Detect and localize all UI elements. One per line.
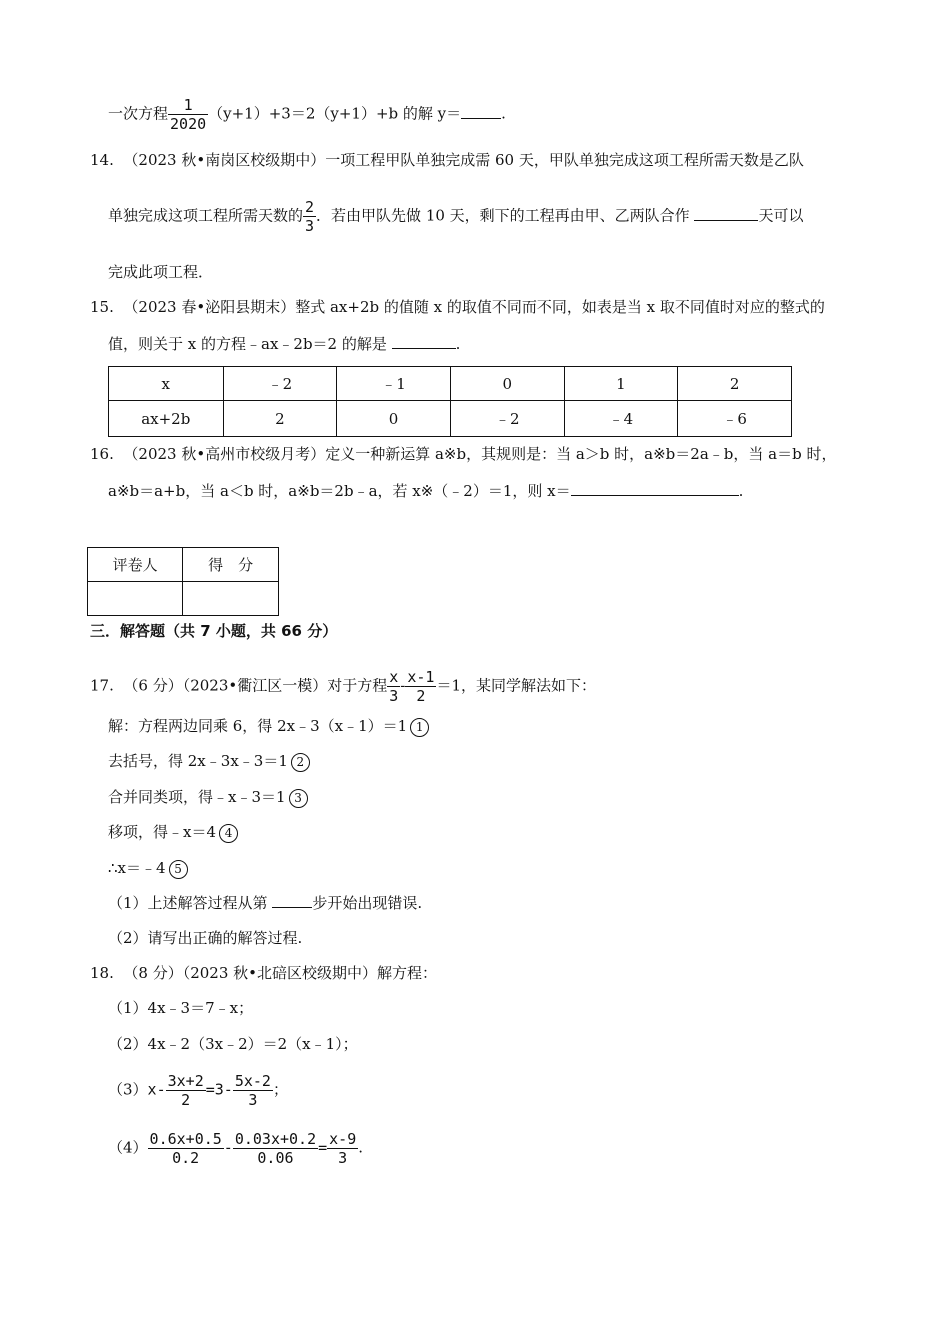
q18-part2: （2）4x﹣2（3x﹣2）＝2（x﹣1）； <box>108 1035 358 1053</box>
answer-blank[interactable] <box>392 334 456 349</box>
q17-sub2: （2）请写出正确的解答过程. <box>108 929 303 947</box>
score-cell[interactable] <box>183 582 279 616</box>
fraction-x-1-2: $\frac{x-1}{2}$ <box>407 668 435 705</box>
q17-header: 17. （6 分）（2023•衢江区一模）对于方程 $\frac{x}{3}$ - $\frac{x-1}{2}$ ＝1，某同学解法如下： <box>90 668 596 705</box>
table-cell: 2 <box>223 401 337 437</box>
table-cell: ﹣1 <box>337 367 451 401</box>
answer-blank[interactable] <box>694 206 758 221</box>
table-cell: x <box>109 367 224 401</box>
step-marker: 1 <box>410 718 429 737</box>
q17-step: 去括号，得 2x﹣3x﹣3＝1 2 <box>108 751 310 772</box>
table-cell: ﹣2 <box>223 367 337 401</box>
q18-part1: （1）4x﹣3＝7﹣x； <box>108 999 254 1017</box>
q14-line3: 完成此项工程． <box>108 263 214 281</box>
step-marker: 3 <box>289 789 308 808</box>
fraction-x-3: $\frac{x}{3}$ <box>389 668 399 705</box>
q15-line1: 15. （2023 春•泌阳县期末）整式 ax+2b 的值随 x 的取值不同而不同，如表是当 x 取不同值时对应的整式的 <box>90 298 825 316</box>
q18-header: 18. （8 分）（2023 秋•北碚区校级期中）解方程： <box>90 964 438 982</box>
step-marker: 5 <box>169 860 188 879</box>
table-cell: ﹣4 <box>564 401 678 437</box>
q15-value-table <box>108 366 792 437</box>
fraction-1-2020: $\frac{1}{2020}$ <box>170 96 207 133</box>
table-cell: ax+2b <box>109 401 224 437</box>
q13-line: 一次方程 $\frac{1}{2020}$ （y+1）+3＝2（y+1）+b 的解 y＝ . <box>108 96 506 133</box>
score-label: 得 分 <box>183 548 279 582</box>
q17-step: ∴x＝﹣4 5 <box>108 858 188 879</box>
answer-blank[interactable] <box>461 104 501 119</box>
table-cell: 2 <box>678 367 792 401</box>
answer-blank[interactable] <box>272 893 312 908</box>
score-box <box>87 547 279 616</box>
q18-part3: （3）x- $\frac{3x+2}{2}$ =3- $\frac{5x-2}{3}$ ； <box>108 1072 288 1109</box>
fraction-2-3: $\frac{2}{3}$ <box>305 198 315 235</box>
q14-line2: 单独完成这项工程所需天数的 $\frac{2}{3}$ ．若由甲队先做 10 天，剩下的工程再由甲、乙两队合作 天可以 <box>108 198 804 235</box>
q14-line1: 14. （2023 秋•南岗区校级期中）一项工程甲队单独完成需 60 天，甲队单独完成这项工程所需天数是乙队 <box>90 151 804 169</box>
answer-blank[interactable] <box>571 481 739 496</box>
q15-line2: 值，则关于 x 的方程﹣ax﹣2b＝2 的解是 . <box>108 335 461 353</box>
fraction-0.03x: $\frac{0.03x+0.2}{0.06}$ <box>234 1130 317 1167</box>
q16-line1: 16. （2023 秋•高州市校级月考）定义一种新运算 a※b，其规则是：当 a＞b 时，a※b＝2a﹣b，当 a＝b 时， <box>90 445 837 463</box>
q17-sub1: （1）上述解答过程从第 步开始出现错误. <box>108 894 423 912</box>
q17-step: 合并同类项，得﹣x﹣3＝1 3 <box>108 787 308 808</box>
table-cell: 1 <box>564 367 678 401</box>
table-cell: 0 <box>337 401 451 437</box>
q16-line2: a※b＝a+b，当 a＜b 时，a※b＝2b﹣a，若 x※（﹣2）＝1，则 x＝ . <box>108 482 744 500</box>
fraction-x-9-3: $\frac{x-9}{3}$ <box>329 1130 357 1167</box>
q17-step: 移项，得﹣x＝4 4 <box>108 822 238 843</box>
grader-label: 评卷人 <box>88 548 183 582</box>
q17-step: 解：方程两边同乘 6，得 2x﹣3（x﹣1）＝1 1 <box>108 716 429 737</box>
step-marker: 2 <box>291 753 310 772</box>
fraction-5x-2-3: $\frac{5x-2}{3}$ <box>234 1072 271 1109</box>
step-marker: 4 <box>219 824 238 843</box>
section-title: 三．解答题（共 7 小题，共 66 分） <box>90 622 338 640</box>
fraction-3x-2-2: $\frac{3x+2}{2}$ <box>167 1072 204 1109</box>
q18-part4: （4） $\frac{0.6x+0.5}{0.2}$ - $\frac{0.03x+0.2}{0.06}$ = $\frac{x-9}{3}$ . <box>108 1130 364 1167</box>
grader-cell[interactable] <box>88 582 183 616</box>
table-cell: ﹣6 <box>678 401 792 437</box>
fraction-0.6x: $\frac{0.6x+0.5}{0.2}$ <box>149 1130 222 1167</box>
table-cell: 0 <box>450 367 564 401</box>
table-cell: ﹣2 <box>450 401 564 437</box>
